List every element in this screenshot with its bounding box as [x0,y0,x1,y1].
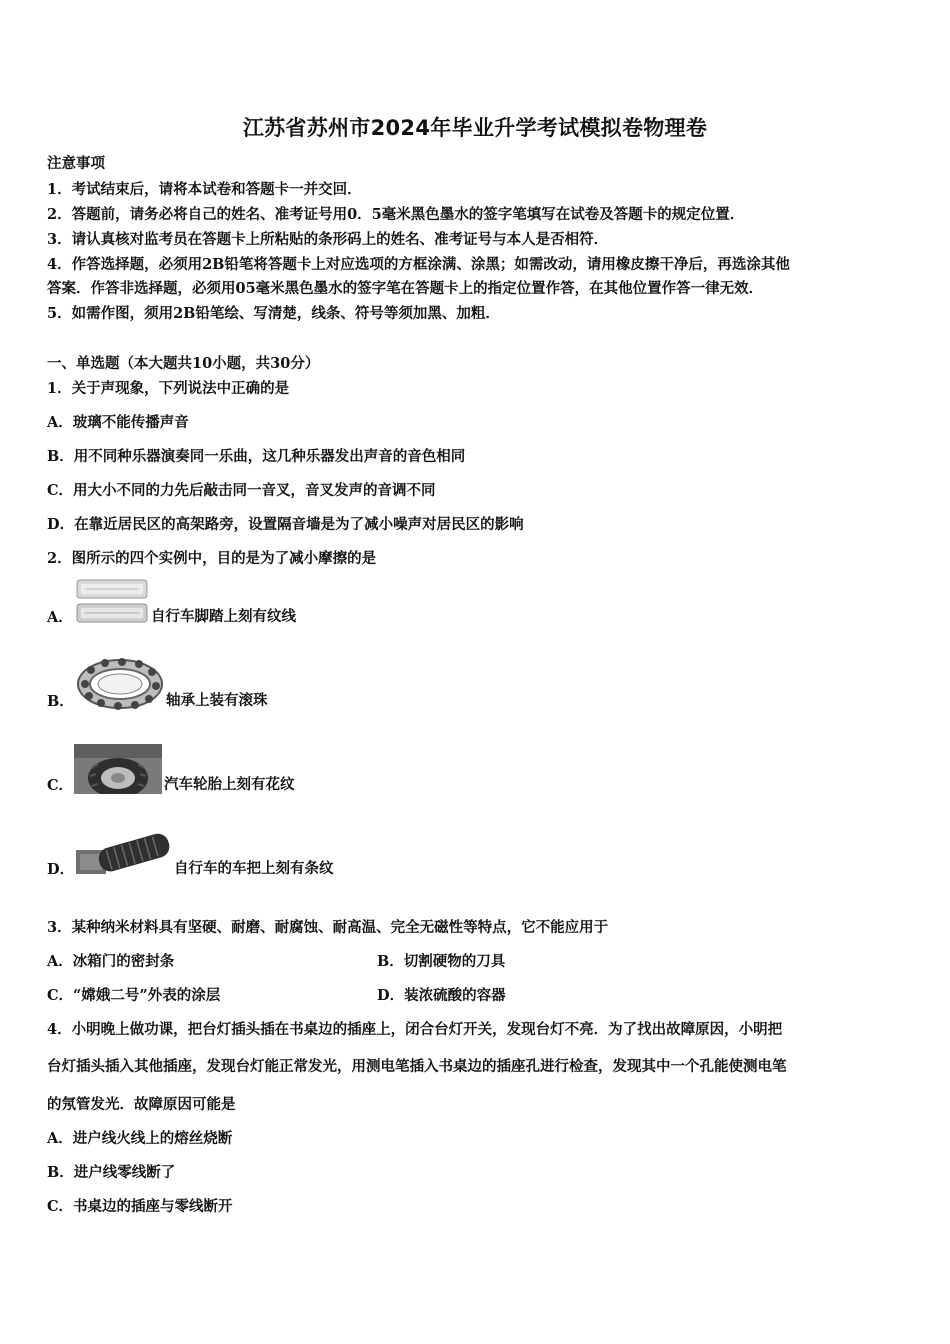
question-stem: 的氖管发光．故障原因可能是 [47,1096,236,1113]
notice-item: 4．作答选择题，必须用2B铅笔将答题卡上对应选项的方框涂满、涂黑；如需改动，请用橡皮擦干净后，再选涂其他 [47,256,790,273]
answer-option: B．进户线零线断了 [47,1164,176,1181]
question-stem: 3．某种纳米材料具有坚硬、耐磨、耐腐蚀、耐高温、完全无磁性等特点，它不能应用于 [47,919,609,936]
notice-item: 3．请认真核对监考员在答题卡上所粘贴的条形码上的姓名、准考证号与本人是否相符． [47,231,609,248]
answer-option: D．在靠近居民区的高架路旁，设置隔音墙是为了减小噪声对居民区的影响 [47,516,524,533]
ball-bearing-image [75,658,165,710]
notice-item: 5．如需作图，须用2B铅笔绘、写清楚，线条、符号等须加黑、加粗． [47,305,500,322]
option-text: 汽车轮胎上刻有花纹 [164,776,295,793]
answer-option: A．玻璃不能传播声音 [47,414,189,431]
question-stem: 4．小明晚上做功课，把台灯插头插在书桌边的插座上，闭合台灯开关，发现台灯不亮．为了找出故障原因，小明把 [47,1021,783,1038]
bicycle-pedal-image [75,578,149,626]
notice-item: 2．答题前，请务必将自己的姓名、准考证号用0．5毫米黑色墨水的签字笔填写在试卷及答题卡的规定位置． [47,206,745,223]
option-letter: B． [47,693,74,710]
answer-option: C．用大小不同的力先后敲击同一音叉，音叉发声的音调不同 [47,482,436,499]
notice-heading: 注意事项 [47,155,105,172]
answer-option: B．用不同种乐器演奏同一乐曲，这几种乐器发出声音的音色相同 [47,448,466,465]
question-stem: 2．图所示的四个实例中，目的是为了减小摩擦的是 [47,550,377,567]
answer-option: C．“嫦娥二号”外表的涂层 [47,987,221,1004]
question-stem: 1．关于声现象，下列说法中正确的是 [47,380,290,397]
answer-option: B．切割硬物的刀具 [377,953,506,970]
section-heading: 一、单选题（本大题共10小题，共30分） [47,355,320,372]
page-title: 江苏省苏州市2024年毕业升学考试模拟卷物理卷 [242,116,708,140]
option-text: 自行车的车把上刻有条纹 [174,860,334,877]
option-text: 轴承上装有滚珠 [166,692,268,709]
option-letter: D． [47,861,75,878]
answer-option: A．冰箱门的密封条 [47,953,175,970]
bicycle-handlebar-image [76,828,172,876]
answer-option: C．书桌边的插座与零线断开 [47,1198,233,1215]
answer-option: D．装浓硫酸的容器 [377,987,506,1004]
notice-item: 答案．作答非选择题，必须用05毫米黑色墨水的签字笔在答题卡上的指定位置作答，在其他位置作答一律无效． [47,280,764,297]
option-letter: A． [47,609,73,626]
question-stem: 台灯插头插入其他插座，发现台灯能正常发光，用测电笔插入书桌边的插座孔进行检查，发现其中一个孔能使测电笔 [47,1058,787,1075]
car-tire-image [74,744,162,794]
answer-option: A．进户线火线上的熔丝烧断 [47,1130,233,1147]
notice-item: 1．考试结束后，请将本试卷和答题卡一并交回． [47,181,362,198]
option-letter: C． [47,777,74,794]
option-text: 自行车脚踏上刻有纹线 [151,608,296,625]
